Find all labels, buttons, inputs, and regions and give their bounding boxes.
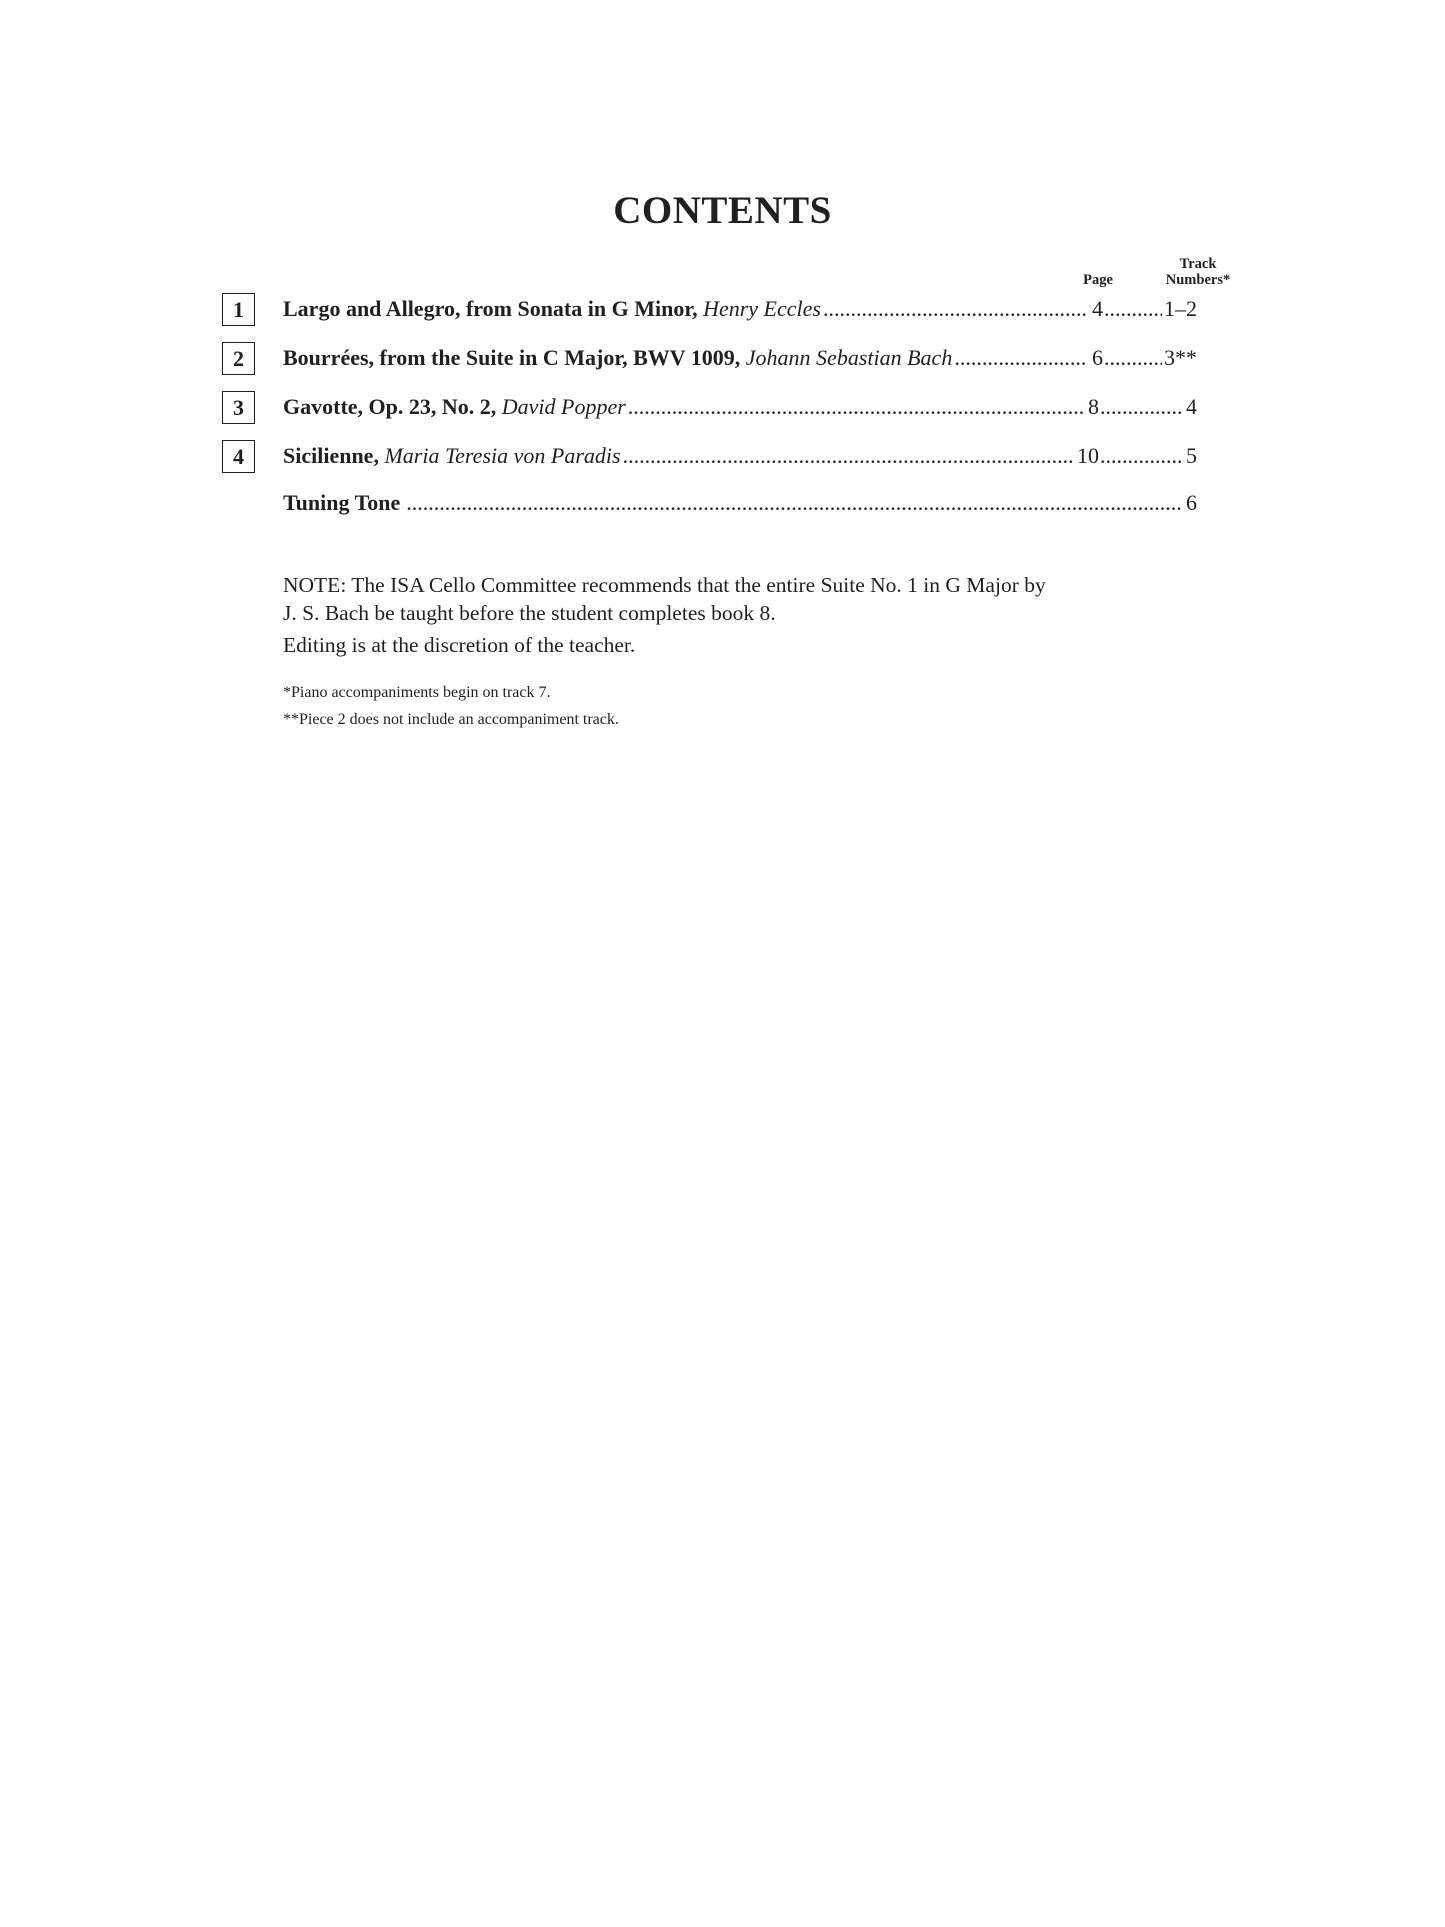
entry-track-number: 4 bbox=[1186, 394, 1197, 419]
column-header-track-line1: Track bbox=[1179, 256, 1217, 272]
dot-leader bbox=[628, 390, 1084, 424]
contents-entry[interactable] bbox=[283, 390, 1197, 424]
contents-entry[interactable] bbox=[283, 439, 1197, 473]
entry-number-box: 3 bbox=[222, 391, 255, 424]
note-line-1: NOTE: The ISA Cello Committee recommends that the entire Suite No. 1 in G Major by bbox=[283, 573, 1046, 597]
contents-entry[interactable] bbox=[283, 341, 1197, 375]
entry-composer: Henry Eccles bbox=[703, 296, 821, 321]
column-header-track-line2: Numbers* bbox=[1165, 272, 1231, 288]
entry-composer: Maria Teresia von Paradis bbox=[384, 443, 621, 468]
dot-leader bbox=[1100, 390, 1184, 424]
dot-leader bbox=[1104, 292, 1162, 326]
footnote-1: *Piano accompaniments begin on track 7. bbox=[283, 684, 551, 701]
entry-page-number: 6 bbox=[1092, 345, 1103, 370]
dot-leader bbox=[623, 439, 1073, 473]
column-header-page: Page bbox=[1083, 272, 1113, 288]
entry-page-number: 8 bbox=[1088, 394, 1099, 419]
entry-page-number: 10 bbox=[1077, 443, 1099, 468]
entry-track-number: 5 bbox=[1186, 443, 1197, 468]
dot-leader bbox=[954, 341, 1088, 375]
contents-entry-tuning-tone[interactable] bbox=[283, 486, 1197, 520]
entry-page-number: 4 bbox=[1092, 296, 1103, 321]
dot-leader bbox=[823, 292, 1088, 326]
entry-title: Tuning Tone bbox=[283, 490, 401, 515]
column-header-track-numbers bbox=[1158, 256, 1238, 288]
entry-composer: David Popper bbox=[501, 394, 626, 419]
entry-title: Sicilienne, bbox=[283, 443, 379, 468]
entry-number-box: 4 bbox=[222, 440, 255, 473]
entry-number-box: 2 bbox=[222, 342, 255, 375]
entry-title: Largo and Allegro, from Sonata in G Minor, bbox=[283, 296, 698, 321]
entry-track-number: 3** bbox=[1164, 345, 1197, 370]
entry-number-box: 1 bbox=[222, 293, 255, 326]
dot-leader bbox=[1100, 439, 1184, 473]
note-line-3: Editing is at the discretion of the teacher. bbox=[283, 633, 636, 657]
entry-composer: Johann Sebastian Bach bbox=[745, 345, 953, 370]
dot-leader bbox=[406, 486, 1182, 520]
footnote-2: **Piece 2 does not include an accompaniment track. bbox=[283, 711, 619, 728]
contents-entry[interactable] bbox=[283, 292, 1197, 326]
dot-leader bbox=[1104, 341, 1162, 375]
page-title: CONTENTS bbox=[613, 189, 832, 232]
entry-track-number: 1–2 bbox=[1164, 296, 1197, 321]
entry-track-number: 6 bbox=[1186, 490, 1197, 515]
entry-title: Bourrées, from the Suite in C Major, BWV 1009, bbox=[283, 345, 741, 370]
note-line-2: J. S. Bach be taught before the student completes book 8. bbox=[283, 601, 776, 625]
entry-title: Gavotte, Op. 23, No. 2, bbox=[283, 394, 497, 419]
